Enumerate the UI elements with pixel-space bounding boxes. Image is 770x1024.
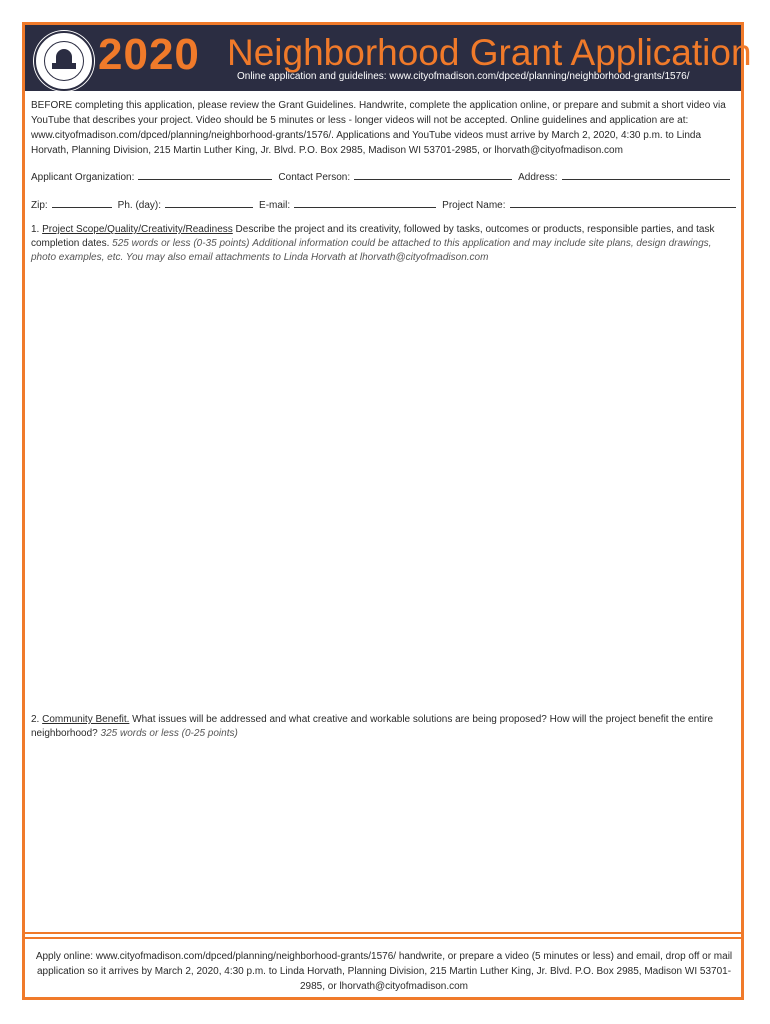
field-row-1 [31,169,736,183]
question-1-number: 1. [31,224,40,235]
contact-person-label: Contact Person: [278,172,351,183]
question-1 [31,223,737,265]
applicant-org-label: Applicant Organization: [31,172,135,183]
zip-field[interactable] [52,197,112,208]
question-2-text: What issues will be addressed and what creative and workable solutions are being proposed? How will the project benefit the entire neighborhood? [31,714,714,739]
question-1-note: Additional information could be attached to this application and may include site plans, design drawings, photo examples, etc. You may also email attachments to Linda Horvath at lhorvath@cityofmadison.com [31,238,712,263]
question-1-answer-area[interactable] [31,270,735,700]
question-2-heading: Community Benefit. [42,714,130,725]
zip-label: Zip: [31,200,48,211]
question-2-limit: 325 words or less (0-25 points) [100,728,238,739]
question-2-number: 2. [31,714,40,725]
form-year: 2020 [98,30,200,79]
email-field[interactable] [294,197,436,208]
header-banner [25,25,752,91]
intro-text: BEFORE completing this application, please review the Grant Guidelines. Handwrite, complete the application online, or prepare and submit a short video via YouTube that describes your project. Video should be 5 minutes or less - longer videos will not be accepted. Online guidelines and application are at: www.cityofmadison.com/dpced/planning/neighborhood-grants/1576/. Applications and YouTube videos must arrive by March 2, 2020, 4:30 p.m. to Linda Horvath, Planning Division, 215 Martin Luther King, Jr. Blvd. P.O. Box 2985, Madison WI 53701-2985, or lhorvath@cityofmadison.com [31,100,726,156]
applicant-org-field[interactable] [138,169,272,180]
question-1-limit: 525 words or less (0-35 points) [112,238,250,249]
footer-divider-bottom [25,937,741,939]
field-row-2 [31,197,742,211]
address-label: Address: [518,172,558,183]
footer-divider-top [25,932,741,934]
email-label: E-mail: [259,200,291,211]
address-field[interactable] [562,169,730,180]
project-name-field[interactable] [510,197,736,208]
form-title: Neighborhood Grant Application [227,32,752,73]
question-1-heading: Project Scope/Quality/Creativity/Readiness [42,224,233,235]
question-2 [31,713,737,741]
form-frame [22,22,752,1000]
question-1-text: Describe the project and its creativity, followed by tasks, outcomes or products, responsible parties, and task completion dates. [31,224,715,249]
project-name-label: Project Name: [442,200,506,211]
phone-label: Ph. (day): [117,200,162,211]
contact-person-field[interactable] [354,169,512,180]
phone-field[interactable] [165,197,253,208]
question-2-answer-area[interactable] [31,745,735,935]
form-subtitle: Online application and guidelines: www.cityofmadison.com/dpced/planning/neighborhood-grants/1576/ [237,71,690,82]
city-seal-icon [34,31,94,91]
footer-text: Apply online: www.cityofmadison.com/dpced/planning/neighborhood-grants/1576/ handwrite, or prepare a video (5 minutes or less) and email, drop off or mail application so it arrives by March 2, 2020, 4:30 p.m. to Linda Horvath, Planning Division, 215 Martin Luther King, Jr. Blvd. P.O. Box 2985, Madison WI 53701-2985, or lhorvath@cityofmadison.com [35,951,733,992]
